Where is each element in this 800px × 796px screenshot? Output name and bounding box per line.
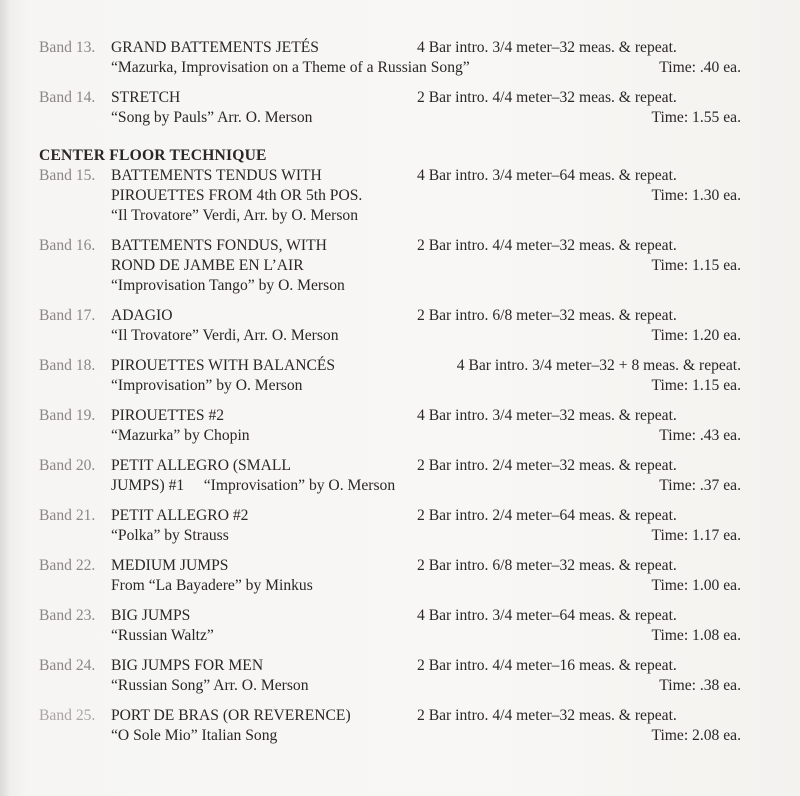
band-number: Band 13.: [39, 39, 96, 56]
band-intro: 2 Bar intro. 4/4 meter–32 meas. & repeat.: [417, 237, 677, 254]
band-music: “Russian Waltz”: [111, 627, 214, 644]
band-entry: [39, 236, 741, 296]
band-intro: 4 Bar intro. 3/4 meter–32 + 8 meas. & repeat.: [456, 357, 741, 374]
band-time: Time: 1.08 ea.: [651, 627, 741, 644]
band-title: PETIT ALLEGRO #2: [111, 507, 249, 524]
band-time: Time: 1.17 ea.: [651, 527, 741, 544]
band-entry: [39, 306, 741, 346]
band-entry: [39, 556, 741, 596]
band-title: STRETCH: [111, 89, 181, 106]
page-fold-shadow: [0, 0, 10, 796]
band-title-continued: ROND DE JAMBE EN L’AIR: [111, 257, 304, 274]
band-listing: [39, 38, 741, 746]
band-intro: 2 Bar intro. 4/4 meter–16 meas. & repeat.: [417, 657, 677, 674]
band-music: “Polka” by Strauss: [111, 527, 229, 544]
band-number: Band 18.: [39, 357, 96, 374]
band-title: BATTEMENTS TENDUS WITH: [111, 167, 322, 184]
band-number: Band 25.: [39, 707, 96, 724]
section-heading: CENTER FLOOR TECHNIQUE: [39, 147, 267, 164]
band-entry: [39, 706, 741, 746]
band-music: “O Sole Mio” Italian Song: [111, 727, 278, 744]
band-music: “Improvisation” by O. Merson: [111, 377, 303, 394]
band-number: Band 14.: [39, 89, 96, 106]
band-time: Time: 1.30 ea.: [651, 187, 741, 204]
band-title: ADAGIO: [111, 307, 173, 324]
band-intro: 2 Bar intro. 6/8 meter–32 meas. & repeat.: [417, 307, 677, 324]
band-number: Band 23.: [39, 607, 96, 624]
band-time: Time: 2.08 ea.: [651, 727, 741, 744]
band-entry: [39, 656, 741, 696]
band-number: Band 20.: [39, 457, 96, 474]
band-time: Time: 1.55 ea.: [651, 109, 741, 126]
band-title: PIROUETTES #2: [111, 407, 225, 424]
band-title: PORT DE BRAS (OR REVERENCE): [111, 707, 351, 724]
band-time: Time: .40 ea.: [659, 59, 741, 76]
band-entry: [39, 506, 741, 546]
band-entry: [39, 166, 741, 226]
band-music: From “La Bayadere” by Minkus: [111, 577, 313, 594]
band-number: Band 15.: [39, 167, 96, 184]
band-music: “Il Trovatore” Verdi, Arr. by O. Merson: [111, 207, 359, 224]
band-time: Time: 1.15 ea.: [651, 257, 741, 274]
band-music: “Mazurka” by Chopin: [111, 427, 250, 444]
band-title: BIG JUMPS FOR MEN: [111, 657, 264, 674]
band-music: “Mazurka, Improvisation on a Theme of a Russian Song”: [111, 59, 470, 76]
band-time: Time: 1.00 ea.: [651, 577, 741, 594]
band-title: BIG JUMPS: [111, 607, 191, 624]
band-music: “Il Trovatore” Verdi, Arr. O. Merson: [111, 327, 339, 344]
band-time: Time: .37 ea.: [659, 477, 741, 494]
band-intro: 4 Bar intro. 3/4 meter–32 meas. & repeat.: [417, 39, 677, 56]
band-intro: 4 Bar intro. 3/4 meter–32 meas. & repeat.: [417, 407, 677, 424]
band-title: MEDIUM JUMPS: [111, 557, 229, 574]
band-number: Band 21.: [39, 507, 96, 524]
band-number: Band 16.: [39, 237, 96, 254]
band-time: Time: 1.20 ea.: [651, 327, 741, 344]
band-title-continued: PIROUETTES FROM 4th OR 5th POS.: [111, 187, 363, 204]
band-entry: [39, 406, 741, 446]
band-intro: 2 Bar intro. 2/4 meter–32 meas. & repeat.: [417, 457, 677, 474]
band-music: “Improvisation Tango” by O. Merson: [111, 277, 345, 294]
band-entry: [39, 38, 741, 78]
band-intro: 2 Bar intro. 6/8 meter–32 meas. & repeat.: [417, 557, 677, 574]
band-title: GRAND BATTEMENTS JETÉS: [111, 39, 319, 56]
band-title: PETIT ALLEGRO (SMALL: [111, 457, 291, 474]
band-number: Band 22.: [39, 557, 96, 574]
band-intro: 4 Bar intro. 3/4 meter–64 meas. & repeat.: [417, 607, 677, 624]
band-title: PIROUETTES WITH BALANCÉS: [111, 357, 336, 374]
band-intro: 2 Bar intro. 2/4 meter–64 meas. & repeat.: [417, 507, 677, 524]
band-music: “Song by Pauls” Arr. O. Merson: [111, 109, 313, 126]
band-entry: [39, 456, 741, 496]
band-intro: 2 Bar intro. 4/4 meter–32 meas. & repeat.: [417, 707, 677, 724]
band-time: Time: .38 ea.: [659, 677, 741, 694]
band-title: BATTEMENTS FONDUS, WITH: [111, 237, 327, 254]
band-entry: [39, 356, 741, 396]
band-time: Time: 1.15 ea.: [651, 377, 741, 394]
band-entry: [39, 606, 741, 646]
band-intro: 2 Bar intro. 4/4 meter–32 meas. & repeat.: [417, 89, 677, 106]
band-entry: [39, 88, 741, 128]
band-music: “Russian Song” Arr. O. Merson: [111, 677, 309, 694]
band-title-continued: JUMPS) #1 “Improvisation” by O. Merson: [111, 477, 396, 494]
band-intro: 4 Bar intro. 3/4 meter–64 meas. & repeat.: [417, 167, 677, 184]
band-number: Band 19.: [39, 407, 96, 424]
band-time: Time: .43 ea.: [659, 427, 741, 444]
band-number: Band 24.: [39, 657, 96, 674]
band-number: Band 17.: [39, 307, 96, 324]
